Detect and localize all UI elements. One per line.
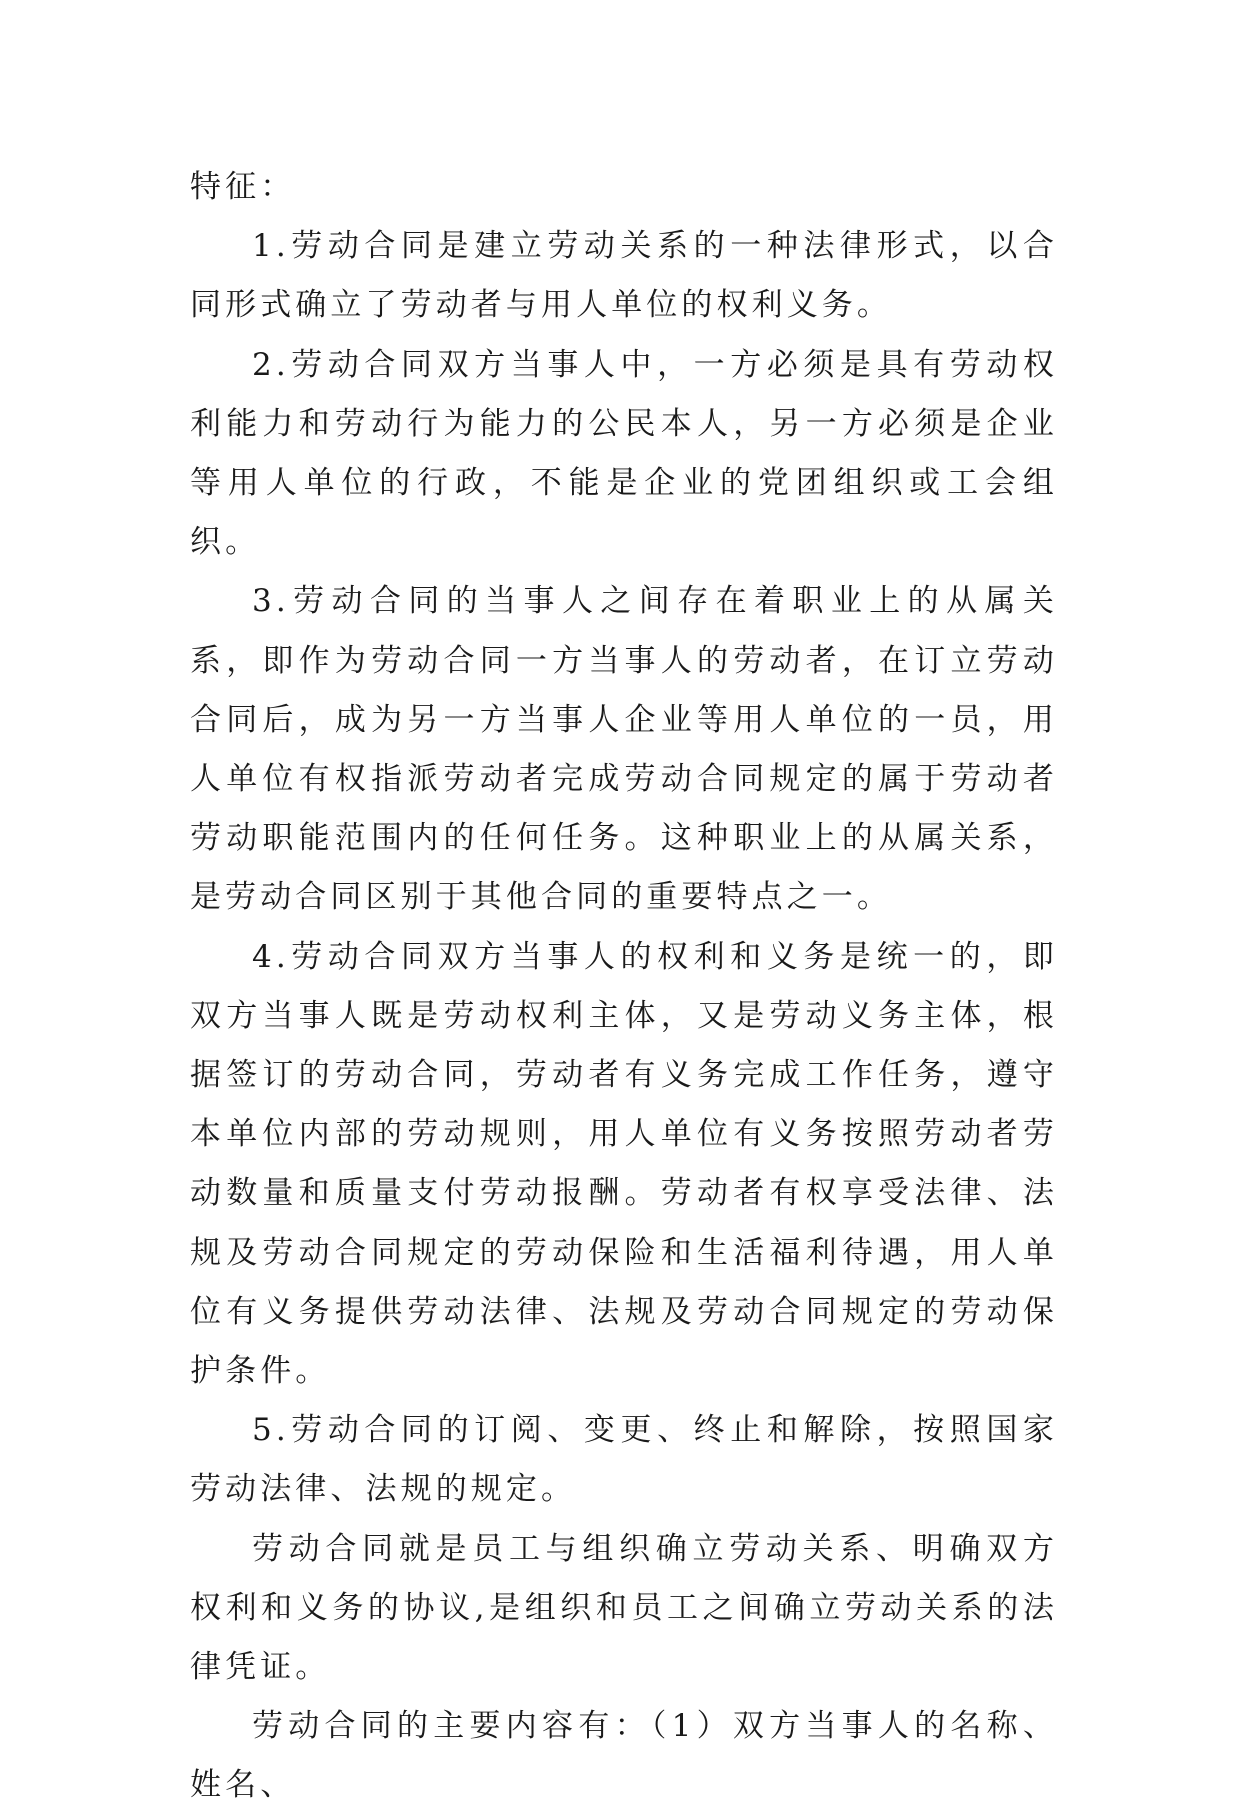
paragraph-item-5: 5.劳动合同的订阅、变更、终止和解除，按照国家劳动法律、法规的规定。	[190, 1412, 1058, 1508]
paragraph-definition: 劳动合同就是员工与组织确立劳动关系、明确双方权利和义务的协议,是组织和员工之间确立劳动关系的法律凭证。	[190, 1530, 1058, 1686]
paragraph-item-3: 3.劳动合同的当事人之间存在着职业上的从属关系，即作为劳动合同一方当事人的劳动者，在订立劳动合同后，成为另一方当事人企业等用人单位的一员，用人单位有权指派劳动者完成劳动合同规定的属于劳动者劳动职能范围内的任何任务。这种职业上的从属关系，是劳动合同区别于其他合同的重要特点之一。	[190, 583, 1058, 916]
paragraph-item-4: 4.劳动合同双方当事人的权利和义务是统一的，即双方当事人既是劳动权利主体，又是劳动义务主体，根据签订的劳动合同，劳动者有义务完成工作任务，遵守本单位内部的劳动规则，用人单位有义务按照劳动者劳动数量和质量支付劳动报酬。劳动者有权享受法律、法规及劳动合同规定的劳动保险和生活福利待遇，用人单位有义务提供劳动法律、法规及劳动合同规定的劳动保护条件。	[190, 938, 1058, 1390]
paragraph-item-2: 2.劳动合同双方当事人中，一方必须是具有劳动权利能力和劳动行为能力的公民本人，另一方必须是企业等用人单位的行政，不能是企业的党团组织或工会组织。	[190, 346, 1058, 561]
paragraph-heading: 特征：	[190, 169, 296, 205]
document-body	[190, 158, 1058, 1816]
paragraph-main-content: 劳动合同的主要内容有：（1）双方当事人的名称、姓名、	[190, 1708, 1058, 1804]
paragraph-item-1: 1.劳动合同是建立劳动关系的一种法律形式，以合同形式确立了劳动者与用人单位的权利义务。	[190, 228, 1058, 324]
